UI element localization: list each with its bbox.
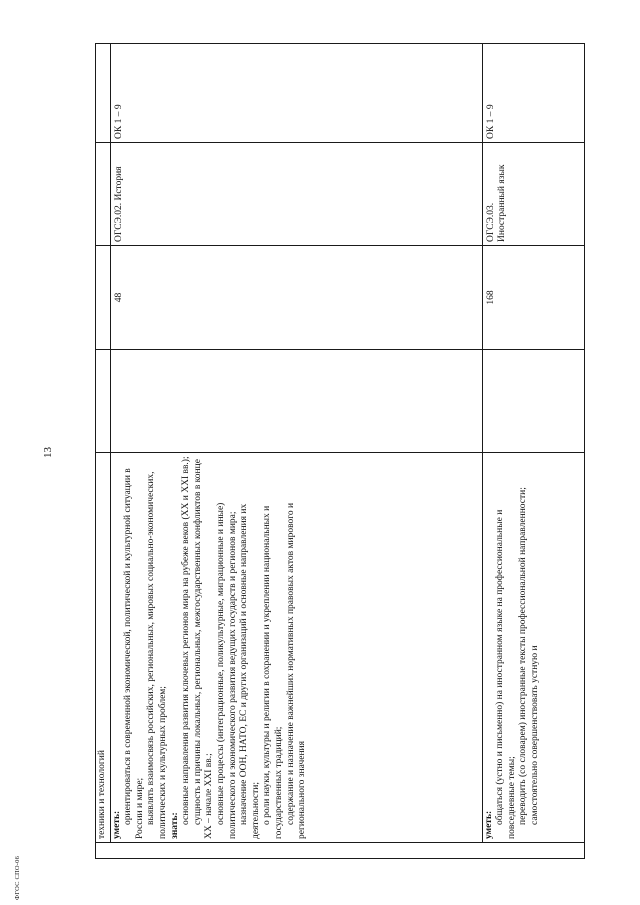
skills-cell [96,453,111,843]
page-number: 13 [42,447,54,458]
skill-item: основные направления развития ключевых регионов мира на рубеже веков (XX и XXI вв.); [181,456,192,825]
competences-cell: ОК 1 – 9 [482,44,584,143]
discipline-cell: ОГСЭ.02. История [110,143,482,246]
skills-heading: уметь: [111,810,122,839]
skills-list-1 [112,456,309,839]
skill-item: самостоятельно совершенствовать устную и [529,645,540,825]
empty-cell [482,350,584,453]
skill-item: назначение ООН, НАТО, ЕС и других организаций и основные направления их деятельности; [239,503,261,839]
table-row [482,44,584,859]
hours-cell [96,246,111,350]
discipline-cell: ОГСЭ.03. Иностранный язык [482,143,584,246]
skill-item: сущность и причины локальных, региональных, межгосударственных конфликтов в конце XX – начале XXI вв.; [192,459,215,839]
table-row [96,44,111,859]
skills-cell [482,453,584,843]
hours-cell: 48 [110,246,482,350]
skills-heading: знать: [169,812,180,839]
competences-cell [96,44,111,143]
empty-cell [96,350,111,453]
skill-item: основные процессы (интеграционные, поликультурные, миграционные и иные) политического и экономического развития ведущих государств и регионов мира; [215,502,238,839]
empty-cell [110,350,482,453]
skill-item: общаться (устно и письменно) на иностранном языке на профессиональные и повседневные темы; [495,509,517,839]
skill-item: содержание и назначение важнейших нормативных правовых актов мирового и регионального значения [285,502,308,839]
rotated-table-frame [95,44,585,859]
skills-heading: уметь: [483,810,494,839]
standard-table [95,43,585,859]
hours-cell: 168 [482,246,584,350]
footer-label: ФГОС СПО-06 [14,855,21,900]
skill-item: ориентироваться в современной экономической, политической и культурной ситуации в России и мире; [123,468,145,839]
skill-item: переводить (со словарем) иностранные тексты профессиональной направленности; [518,487,529,825]
skill-item: выявлять взаимосвязь российских, региональных, мировых социально-экономических, политических и культурных проблем; [146,471,168,839]
skill-item: о роли науки, культуры и религии в сохранении и укреплении национальных и государственных традиций; [262,505,284,839]
skills-cell [110,453,482,843]
skills-list-0 [97,456,109,839]
table-row [110,44,482,859]
discipline-cell [96,143,111,246]
skills-list-2 [484,456,542,839]
skill-item: техники и технологий [97,750,107,839]
competences-cell: ОК 1 – 9 [110,44,482,143]
index-column-cell [96,843,585,859]
